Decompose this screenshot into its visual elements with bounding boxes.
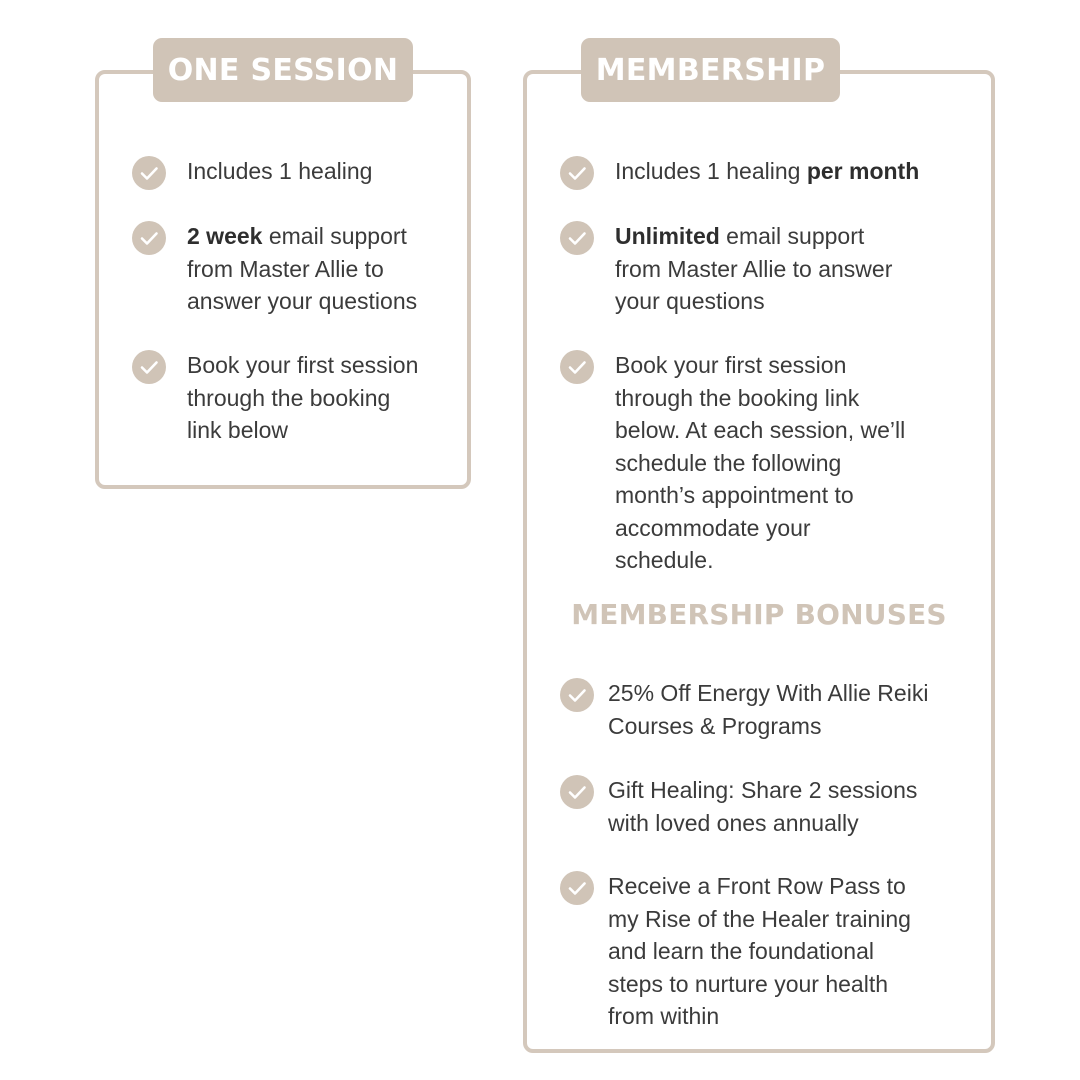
item-text: Book your first session through the booking link below — [187, 352, 419, 443]
item-text: Book your first session through the booking link below. At each session, we’ll schedule the following month’s appointment to accommodate your schedule. — [615, 352, 906, 573]
check-circle-icon — [560, 156, 594, 190]
item-text: 2 week email support from Master Allie to answer your questions — [187, 223, 418, 314]
bonuses-heading: MEMBERSHIP BONUSES — [571, 598, 947, 631]
check-circle-icon — [560, 221, 594, 255]
membership-title: MEMBERSHIP — [581, 38, 840, 102]
item-text: Gift Healing: Share 2 sessions with loved ones annually — [608, 777, 918, 836]
check-circle-icon — [132, 156, 166, 190]
check-circle-icon — [132, 350, 166, 384]
check-circle-icon — [560, 678, 594, 712]
item-text: 25% Off Energy With Allie Reiki Courses & Programs — [608, 680, 929, 739]
item-text: Receive a Front Row Pass to my Rise of the Healer training and learn the foundational steps to nurture your health from within — [608, 873, 911, 1029]
check-circle-icon — [560, 871, 594, 905]
check-circle-icon — [132, 221, 166, 255]
check-circle-icon — [560, 775, 594, 809]
one-session-title: ONE SESSION — [153, 38, 413, 102]
item-text: Includes 1 healing per month — [615, 158, 920, 184]
item-text: Includes 1 healing — [187, 158, 373, 184]
item-text: Unlimited email support from Master Allie to answer your questions — [615, 223, 893, 314]
check-circle-icon — [560, 350, 594, 384]
